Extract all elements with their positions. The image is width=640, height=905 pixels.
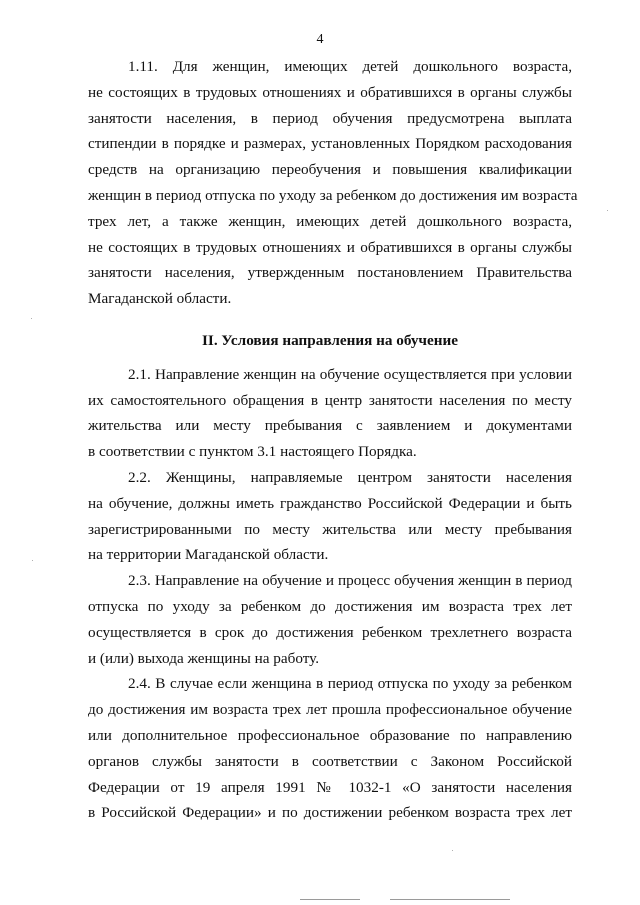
text-line: на территории Магаданской области. [88, 546, 329, 564]
scan-speck [32, 560, 33, 561]
text-line: стипендии в порядке и размерах, установленных Порядком расходования [88, 135, 572, 153]
paragraph-2-1 [88, 362, 572, 465]
text-line: зарегистрированными по месту жительства или месту пребывания [88, 520, 572, 538]
paragraph-2-3 [88, 568, 572, 671]
text-line: не состоящих в трудовых отношениях и обратившихся в органы службы [88, 83, 572, 101]
text-line: отпуска по уходу за ребенком до достижения им возраста трех лет [88, 597, 572, 615]
paragraph-2-4 [88, 671, 572, 826]
text-line: трех лет, а также женщин, имеющих детей дошкольного возраста, [88, 212, 572, 230]
scan-speck [31, 318, 32, 319]
text-line: или дополнительное профессиональное образование по направлению [88, 726, 572, 744]
text-line: жительства или месту пребывания с заявлением и документами [88, 417, 572, 435]
paragraph-1-11 [88, 54, 578, 312]
text-line: 2.1. Направление женщин на обучение осуществляется при условии [128, 365, 572, 383]
text-line: осуществляется в срок до достижения ребенком трехлетнего возраста [88, 623, 572, 641]
paragraph-2-2 [88, 465, 572, 568]
text-line: на обучение, должны иметь гражданство Российской Федерации и быть [88, 494, 572, 512]
scan-speck [607, 210, 608, 211]
text-line: до достижения им возраста трех лет прошла профессиональное обучение [88, 701, 572, 719]
text-line: занятости населения, утвержденным постановлением Правительства [88, 264, 572, 282]
text-line: занятости населения, в период обучения предусмотрена выплата [88, 109, 572, 127]
text-line: Федерации от 19 апреля 1991 № 1032-1 «О занятости населения [88, 778, 572, 796]
text-line: 1.11. Для женщин, имеющих детей дошкольного возраста, [128, 58, 572, 75]
scan-artifact-line [300, 899, 360, 900]
document-body [88, 54, 578, 826]
scan-speck [452, 850, 453, 851]
text-line: 2.2. Женщины, направляемые центром занятости населения [128, 468, 572, 486]
text-line: и (или) выхода женщины на работу. [88, 649, 320, 667]
page-number: 4 [316, 32, 324, 47]
text-line: не состоящих в трудовых отношениях и обратившихся в органы службы [88, 238, 572, 256]
text-line: средств на организацию переобучения и повышения квалификации [88, 161, 572, 179]
text-line: Магаданской области. [88, 290, 232, 308]
text-line: 2.4. В случае если женщина в период отпуска по уходу за ребенком [128, 675, 572, 693]
text-line: в Российской Федерации» и по достижении ребенком возраста трех лет [88, 804, 572, 822]
scan-artifact-line [390, 899, 510, 900]
text-line: органов службы занятости в соответствии с Законом Российской [88, 752, 572, 770]
text-line: их самостоятельного обращения в центр занятости населения по месту [88, 391, 572, 409]
text-line: 2.3. Направление на обучение и процесс обучения женщин в период [128, 572, 572, 590]
text-line: женщин в период отпуска по уходу за ребенком до достижения им возраста [88, 186, 578, 204]
text-line: в соответствии с пунктом 3.1 настоящего Порядка. [88, 443, 417, 461]
scan-artifact-marks [300, 899, 540, 903]
section-heading: II. Условия направления на обучение [202, 331, 458, 349]
